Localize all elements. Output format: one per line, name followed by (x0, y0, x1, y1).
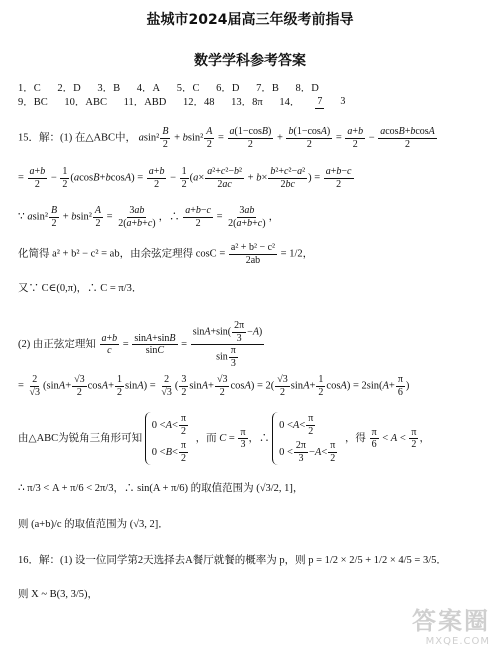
answer-14: 14． 7 3 (279, 94, 375, 109)
answer-12: 12．48 (183, 97, 215, 108)
answer-10: 10．ABC (64, 97, 107, 108)
answer-14-fraction: 7 3 (317, 96, 346, 108)
q15-line-1: 15．解：(1) 在△ABC中， asin² $\frac{B}{2}$ + bsin² $\frac{A}{2}$ = $\frac{a(1-\cos B)}{2}$ + $\frac{b(1-\cos A)}{2}$ = $\frac{a+b}{2}$ − $\frac{acosB+bcosA}{2}$ (18, 126, 435, 150)
q15-final-line: 则 (a+b)/c 的取值范围为 (√3, 2]． (18, 519, 169, 530)
answer-5: 5．C (176, 83, 200, 94)
acute-text: 由△ABC为锐角三角形可知 (18, 432, 143, 444)
answer-7: 7．B (256, 83, 279, 94)
q15-line-4 (18, 242, 313, 266)
q15-part2-label: (2) 由正弦定理知 (18, 338, 96, 350)
answer-9: 9．BC (18, 97, 48, 108)
q16-line-2: 则 X ~ B(3, 3/5)， (18, 589, 99, 600)
q15-line-2: = $\frac{a+b}{2}$ − $\frac{1}{2}$ (acosB+bcosA) = $\frac{a+b}{2}$ − $\frac{1}{2}$ (a× $\frac{\text{a²+c²−b²}}{2ac}$ + b× $\frac{\text{b²+c²−a²}}{2bc}$ ) = $\frac{a+b-c}{2}$ (18, 166, 352, 190)
answer-11: 11．ABD (123, 97, 167, 108)
answer-13: 13．8π (231, 97, 263, 108)
q16-line-1 (18, 552, 447, 567)
answer-4: 4．A (136, 83, 161, 94)
answers-row-2 (18, 94, 375, 109)
q15-line-3: ∵ asin² $\frac{B}{2}$ + bsin² $\frac{A}{2}$ = $\frac{3ab}{2(a+b+c)}$ ，∴ $\frac{a+b-c}{2}$ = $\frac{3ab}{2(a+b+c)}$ ， (18, 205, 280, 229)
answer-1: 1．C (18, 83, 41, 94)
q15-part2-line-3: 由△ABC为锐角三角形可知 0 < A < $\frac{\pi}{2}$ 0 < B < $\frac{\pi}{2}$ ，而 C = $\frac{\pi}{3}$ ，∴ 0 < A < $\frac{\pi}{2}$ 0 < $\frac{2\pi}{3}$ − A < $\frac{\pi}{2}$ ，得 $\frac{\pi}{6}$ < A < $\frac{\pi}{2}$ ， (18, 413, 430, 464)
page-title: 盐城市2024届高三年级考前指导 (146, 12, 354, 28)
q16-expression: p = 1/2 × 2/5 + 1/2 × 4/5 = 3/5． (308, 555, 447, 566)
q15-part2-line-2: = $\frac{2}{√3}$ (sinA+ $\frac{√3}{2}$ cosA+ $\frac{1}{2}$ sinA) = $\frac{2}{√3}$ ( $\frac{3}{2}$ sinA+ $\frac{√3}{2}$ cosA) = 2( $\frac{√3}{2}$ sinA+ $\frac{1}{2}$ cosA) = 2sin(A+ $\frac{\pi}{6}$ ) (18, 374, 410, 398)
answer-2: 2．D (57, 83, 81, 94)
answers-row-1 (18, 80, 333, 95)
cos-fraction: $\frac{\text{a² + b² − c²}}{2ab}$ (230, 242, 276, 266)
q16-label: 16．解：(1) 设一位同学第2天选择去A餐厅就餐的概率为 p，则 (18, 555, 306, 566)
q15-line-5: 又∵ C∈(0,π)，∴ C = π/3． (18, 283, 143, 294)
answer-6: 6．D (216, 83, 240, 94)
q15-label: 15．解：(1) 在△ABC中， (18, 132, 137, 144)
page-subtitle: 数学学科参考答案 (194, 53, 306, 69)
watermark-text: 答案圈 (412, 607, 490, 635)
cos-equals-text: = 1/2， (280, 248, 314, 260)
watermark-url: MXQE.COM (425, 636, 490, 647)
q15-part2-line-1: (2) 由正弦定理知 $\frac{a+b}{c}$ = $\frac{\sin A+\sin B}{\sin C}$ = sinA+sin( $\frac{2\pi}{3}$ −A) sin $\frac{\pi}{3}$ (18, 320, 263, 369)
q15-range-line: ∴ π/3 < A + π/6 < 2π/3，∴ sin(A + π/6) 的取值范围为 (√3/2, 1]， (18, 483, 304, 494)
answer-8: 8．D (295, 83, 319, 94)
system-2: 0 < A < $\frac{\pi}{2}$ 0 < $\frac{2\pi}{3}$ − A < $\frac{\pi}{2}$ (272, 412, 342, 465)
answer-3: 3．B (97, 83, 121, 94)
watermark-logo (412, 601, 490, 647)
system-1: 0 < A < $\frac{\pi}{2}$ 0 < B < $\frac{\pi}{2}$ (145, 412, 193, 465)
q15-simplify-text: 化简得 a² + b² − c² = ab，由余弦定理得 cosC = (18, 248, 228, 260)
